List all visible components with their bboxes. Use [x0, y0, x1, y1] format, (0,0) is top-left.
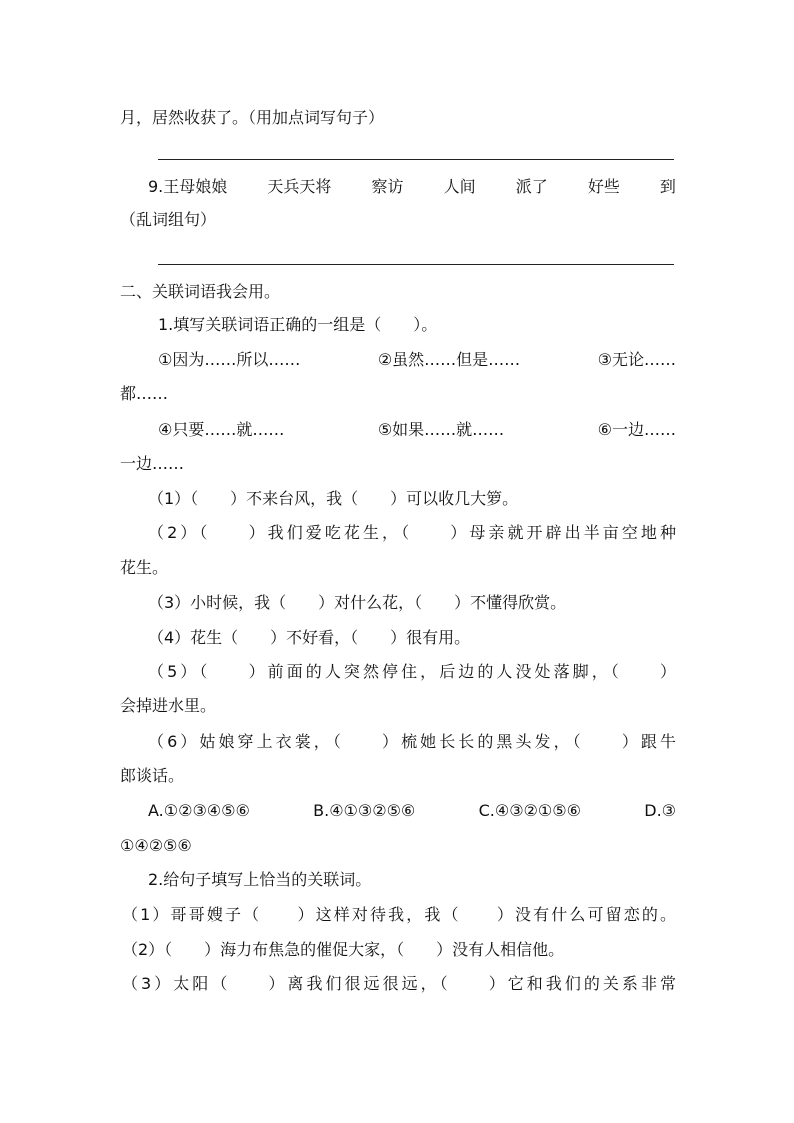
answer-line-9: [158, 264, 674, 265]
q1-option: ⑥一边……: [597, 420, 676, 439]
sentence-2-line-a: （2）（ ）我们爱吃花生，（ ）母亲就开辟出半亩空地种: [148, 523, 676, 542]
q9-word: 人间: [443, 177, 476, 196]
q2-sentence-1: （1）哥哥嫂子（ ）这样对待我，我（ ）没有什么可留恋的。: [122, 905, 676, 924]
q9-word-row: [148, 175, 676, 199]
q9-word: 到: [659, 177, 676, 196]
q1-title: 1.填写关联词语正确的一组是（ ）。: [158, 315, 438, 334]
q2-sentence-2: （2）（ ）海力布焦急的催促大家，（ ）没有人相信他。: [122, 940, 565, 959]
sentence-6-line-b: 郎谈话。: [120, 766, 185, 785]
answer-line-8: [158, 159, 674, 160]
answer-choices-wrap: ①④②⑤⑥: [120, 836, 192, 855]
section-2-title: 二、关联词语我会用。: [120, 282, 281, 301]
q1-option: ⑤如果……就……: [377, 420, 505, 439]
q1-option: ①因为……所以……: [158, 350, 301, 369]
q9-word: 9.王母娘娘: [148, 177, 228, 196]
q1-option: ③无论……: [597, 350, 676, 369]
sentence-5-line-b: 会掉进水里。: [120, 696, 217, 715]
q9-word: 派了: [515, 177, 548, 196]
q1-options-row-2-wrap: 一边……: [120, 454, 185, 473]
q9-tail: （乱词组句）: [120, 210, 217, 229]
sentence-6-line-a: （6）姑娘穿上衣裳，（ ）梳她长长的黑头发，（ ）跟牛: [148, 732, 676, 751]
q9-word: 察访: [371, 177, 404, 196]
sentence-3: （3）小时候，我（ ）对什么花，（ ）不懂得欣赏。: [148, 593, 567, 612]
top-line-text: 月，居然收获了。（用加点词写句子）: [120, 108, 385, 127]
sentence-5-line-a: （5）（ ）前面的人突然停住，后边的人没处落脚，（ ）: [148, 662, 676, 681]
q1-options-row-1-wrap: 都……: [120, 384, 169, 403]
answer-choice: D.③: [644, 801, 676, 820]
answer-choice: A.①②③④⑤⑥: [148, 801, 250, 820]
q2-title: 2.给句子填写上恰当的关联词。: [148, 870, 372, 889]
q9-word: 天兵天将: [267, 177, 332, 196]
sentence-1: （1）（ ）不来台风，我（ ）可以收几大箩。: [148, 489, 519, 508]
answer-choice: B.④①③②⑤⑥: [313, 801, 416, 820]
q9-word: 好些: [587, 177, 620, 196]
sentence-2-line-b: 花生。: [120, 558, 169, 577]
answer-choices-row: [148, 799, 676, 823]
q1-option: ②虽然……但是……: [377, 350, 521, 369]
q1-options-row-2: [158, 418, 676, 442]
answer-choice: C.④③②①⑤⑥: [478, 801, 581, 820]
q2-sentence-3: （3）太阳（ ）离我们很远很远，（ ）它和我们的关系非常: [122, 974, 676, 993]
q1-options-row-1: [158, 348, 676, 372]
q1-option: ④只要……就……: [158, 420, 285, 439]
sentence-4: （4）花生（ ）不好看，（ ）很有用。: [148, 628, 471, 647]
